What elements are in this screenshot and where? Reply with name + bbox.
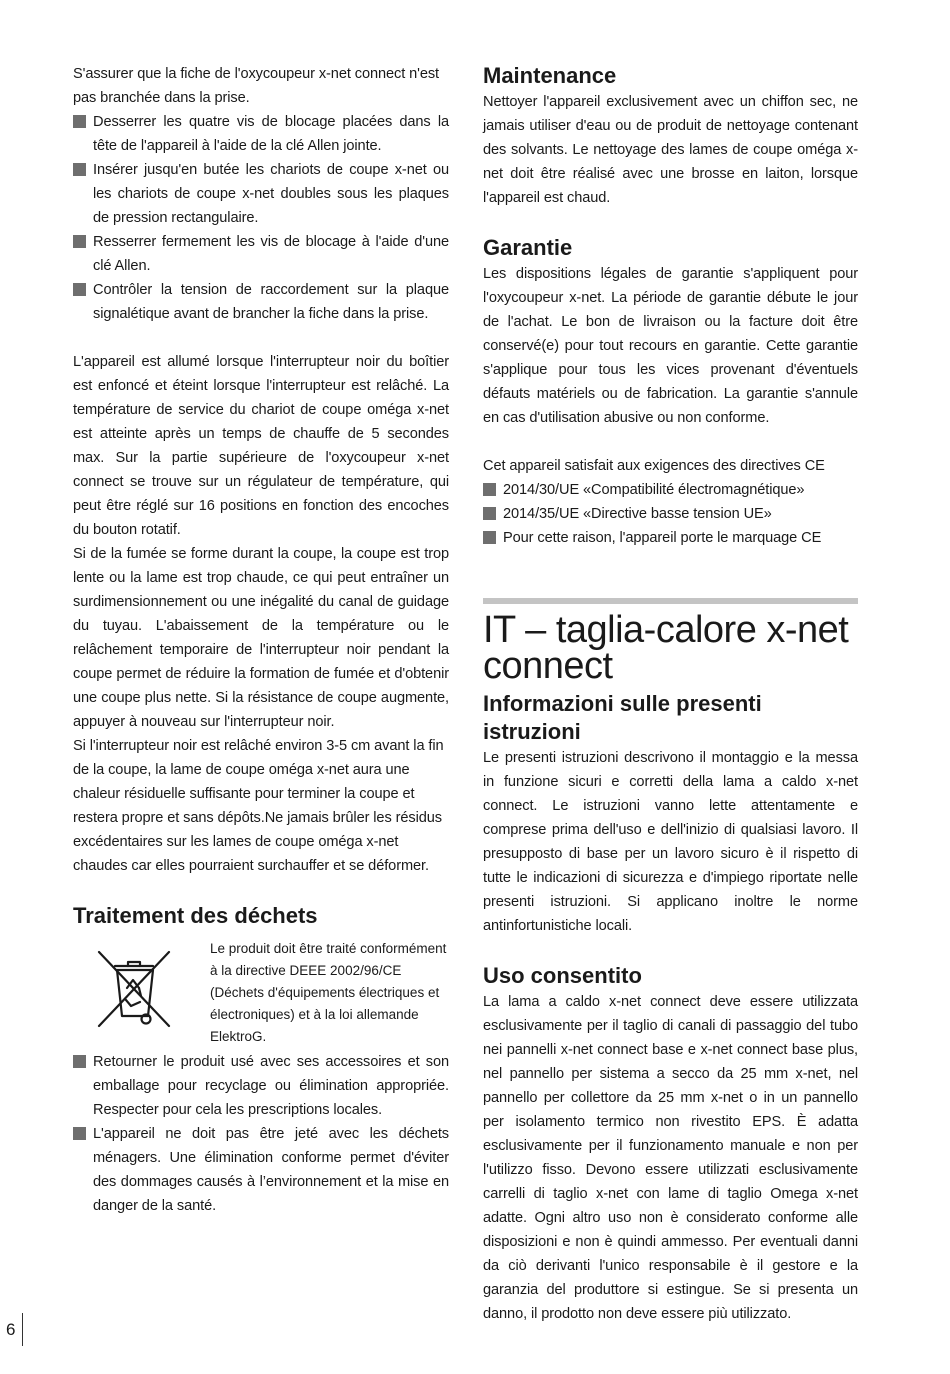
square-bullet-icon [73, 1127, 86, 1140]
list-item [73, 230, 449, 278]
page-number: 6 [6, 1320, 16, 1339]
garantie-heading: Garantie [483, 235, 573, 260]
weee-text: Le produit doit être traité conformément à la directive DEEE 2002/96/CE (Déchets d'équipements électriques et électroniques) et à la loi allemande ElektroG. [210, 941, 447, 1044]
waste-heading: Traitement des déchets [73, 903, 318, 928]
italian-section-title: IT – taglia-calore x-net connect [483, 609, 849, 687]
list-item-text: 2014/30/UE «Compatibilité électromagnétique» [503, 482, 805, 498]
operation-paragraph: L'appareil est allumé lorsque l'interrupteur noir du boîtier est enfoncé et éteint lorsque l'interrupteur est relâché. La température de service du chariot de coupe oméga x-net est atteinte après un temps de chauffe de 5 secondes max. Sur la partie supérieure de l'oxycoupeur x-net connect se trouve sur un régulateur de température, qui peut être réglé sur 16 positions en fonction des encoches du bouton rotatif. [73, 354, 449, 538]
ce-intro: Cet appareil satisfait aux exigences des directives CE [483, 458, 825, 474]
section-divider [483, 598, 858, 604]
list-item-text: Contrôler la tension de raccordement sur la plaque signalétique avant de brancher la fiche dans la prise. [93, 282, 449, 322]
crossed-out-wheelie-bin-icon [93, 944, 175, 1034]
list-item [483, 526, 858, 550]
list-item-text: 2014/35/UE «Directive basse tension UE» [503, 506, 772, 522]
square-bullet-icon [483, 483, 496, 496]
list-item [73, 1122, 449, 1218]
list-item [483, 478, 858, 502]
info-heading: Informazioni sulle presenti istruzioni [483, 691, 762, 744]
list-item-text: L'appareil ne doit pas être jeté avec les déchets ménagers. Une élimination conforme permet d'éviter des dommages causés à l’environnement et la mise en danger de la santé. [93, 1126, 449, 1214]
square-bullet-icon [73, 283, 86, 296]
maintenance-paragraph: Nettoyer l'appareil exclusivement avec un chiffon sec, ne jamais utiliser d'eau ou de produit de nettoyage contenant des solvants. Le nettoyage des lames de coupe oméga x-net doit être réalisé avec une brosse en laiton, lorsque l'appareil est chaud. [483, 94, 858, 206]
list-item-text: Pour cette raison, l'appareil porte le marquage CE [503, 530, 822, 546]
setup-steps-list [73, 110, 449, 326]
uso-heading: Uso consentito [483, 963, 642, 988]
square-bullet-icon [73, 1055, 86, 1068]
intro-paragraph: S'assurer que la fiche de l'oxycoupeur x-net connect n'est pas branchée dans la prise. [73, 66, 439, 106]
list-item [73, 158, 449, 230]
list-item [73, 1050, 449, 1122]
list-item [73, 278, 449, 326]
list-item-text: Insérer jusqu'en butée les chariots de coupe x-net ou les chariots de coupe x-net doubles sous les plaques de pression rectangulaire. [93, 162, 449, 226]
info-paragraph: Le presenti istruzioni descrivono il montaggio e la messa in funzione sicuri e corretti della lama a caldo x-net connect. Le istruzioni vanno lette attentamente e comprese prima dell'uso e dell'inizio di qualsiasi lavoro. Il presupposto di base per un lavoro sicuro è il rispetto di tutte le indicazioni di sicurezza e d'impiego riportate nelle presenti istruzioni. Si applicano inoltre le norme antinfortunistiche locali. [483, 750, 858, 934]
ce-directives-list [483, 478, 858, 550]
square-bullet-icon [73, 163, 86, 176]
garantie-paragraph: Les dispositions légales de garantie s'appliquent pour l'oxycoupeur x-net. La période de garantie débute le jour de l'achat. Le bon de livraison ou la facture doit être conservé(e) pour tout recours en garantie. Cette garantie s'applique pour tous les vices provenant d'éventuels défauts matériels ou de fabrication. La garantie s'annule en cas d'utilisation abusive ou non conforme. [483, 266, 858, 426]
list-item [483, 502, 858, 526]
square-bullet-icon [483, 507, 496, 520]
uso-paragraph: La lama a caldo x-net connect deve essere utilizzata esclusivamente per il taglio di canali di passaggio del tubo nei pannelli x-net connect base e x-net connect base plus, nel pannello per sistema a secco da 25 mm x-net, nel pannello per collettore da 25 mm x-net o in un pannello per isolamento termico non rivestito EPS. È adatta esclusivamente per il funzionamento manuale e non per l'utilizzo fisso. Devono essere utilizzati esclusivamente carrelli di taglio x-net con lame di taglio Omega x-net adatte. Ogni altro uso non è considerato conforme alle disposizioni e non è quindi ammesso. Per eventuali danni da ciò derivanti l'unico responsabile è il gestore e la garanzia del produttore si estingue. Se si presenta un danno, il prodotto non deve essere più utilizzato. [483, 994, 858, 1322]
waste-list [73, 1050, 449, 1218]
page-number-rule [22, 1313, 23, 1346]
square-bullet-icon [73, 235, 86, 248]
list-item [73, 110, 449, 158]
right-column [483, 62, 858, 1326]
maintenance-heading: Maintenance [483, 63, 617, 88]
left-column [73, 62, 449, 1218]
residual-heat-paragraph: Si l'interrupteur noir est relâché environ 3-5 cm avant la fin de la coupe, la lame de coupe oméga x-net aura une chaleur résiduelle suffisante pour terminer la coupe et restera propre et sans dépôts.Ne jamais brûler les résidus excédentaires sur les lames de coupe oméga x-net chaudes car elles pourraient surchauffer et se déformer. [73, 738, 444, 874]
smoke-paragraph: Si de la fumée se forme durant la coupe, la coupe est trop lente ou la lame est trop chaude, ce qui peut entraîner un surdimensionnement ou une inégalité du canal de guidage du tuyau. L'abaissement de la température ou le relâchement temporaire de l'interrupteur noir pendant la coupe permet de réduire la formation de fumée et d'obtenir une coupe plus nette. Si la résistance de coupe augmente, appuyer à nouveau sur l'interrupteur noir. [73, 546, 449, 730]
list-item-text: Retourner le produit usé avec ses accessoires et son emballage pour recyclage ou élimination appropriée. Respecter pour cela les prescriptions locales. [93, 1054, 449, 1118]
list-item-text: Desserrer les quatre vis de blocage placées dans la tête de l'appareil à l'aide de la clé Allen jointe. [93, 114, 449, 154]
list-item-text: Resserrer fermement les vis de blocage à l'aide d'une clé Allen. [93, 234, 449, 274]
square-bullet-icon [73, 115, 86, 128]
square-bullet-icon [483, 531, 496, 544]
weee-block [73, 938, 449, 1050]
